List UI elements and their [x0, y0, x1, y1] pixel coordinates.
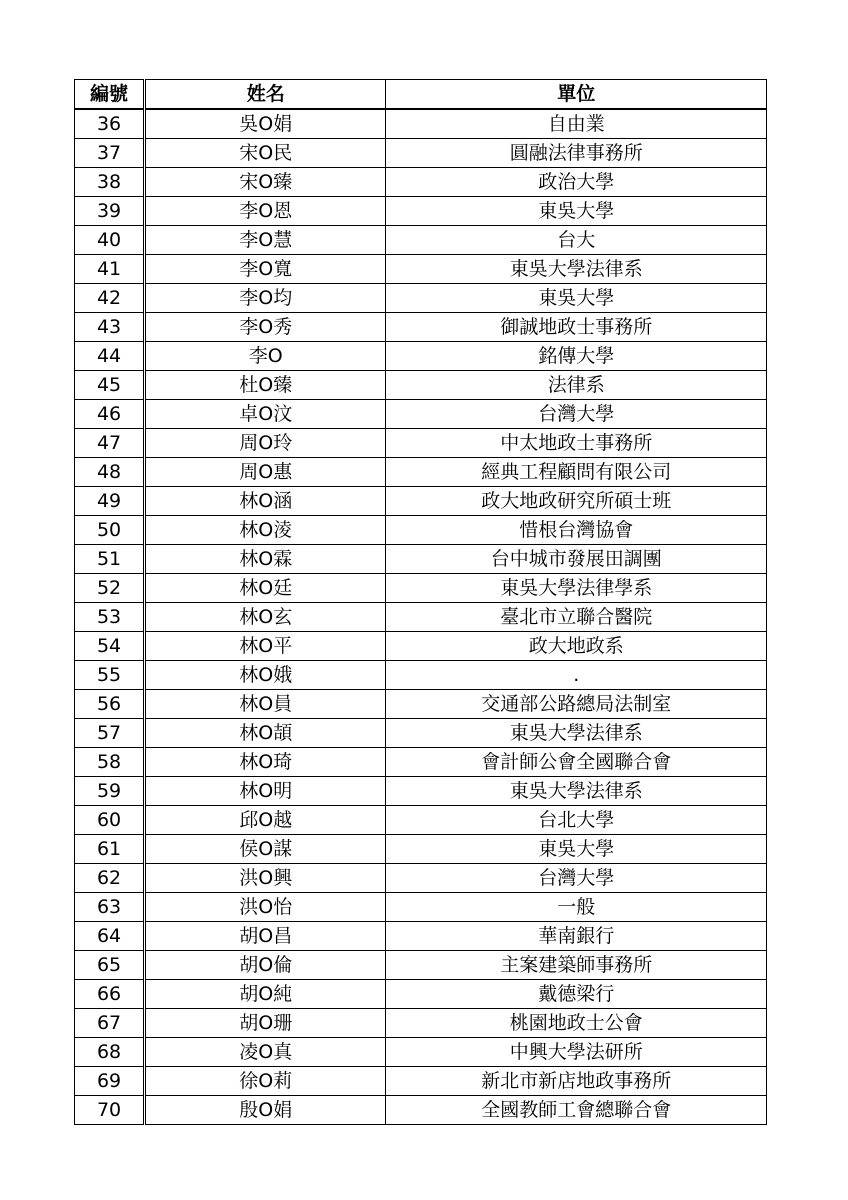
- table-row: [75, 313, 767, 342]
- row-name: 林O涵: [145, 487, 386, 516]
- table-row: [75, 574, 767, 603]
- row-number: 67: [75, 1009, 145, 1038]
- row-unit: 銘傳大學: [386, 342, 767, 371]
- row-name: 殷O娟: [145, 1096, 386, 1125]
- row-name: 洪O怡: [145, 893, 386, 922]
- table-row: [75, 777, 767, 806]
- row-name: 杜O臻: [145, 371, 386, 400]
- row-name: 李O寬: [145, 255, 386, 284]
- row-name: 李O恩: [145, 197, 386, 226]
- row-number: 66: [75, 980, 145, 1009]
- roster-table: [74, 79, 767, 1125]
- row-number: 39: [75, 197, 145, 226]
- table-row: [75, 1096, 767, 1125]
- table-row: [75, 603, 767, 632]
- table-row: [75, 690, 767, 719]
- table-row: [75, 400, 767, 429]
- table-row: [75, 1067, 767, 1096]
- row-number: 57: [75, 719, 145, 748]
- row-unit: 東吳大學法律系: [386, 719, 767, 748]
- table-row: [75, 864, 767, 893]
- row-unit: 台灣大學: [386, 864, 767, 893]
- row-number: 53: [75, 603, 145, 632]
- table-row: [75, 1009, 767, 1038]
- row-number: 51: [75, 545, 145, 574]
- table-row: [75, 516, 767, 545]
- row-number: 58: [75, 748, 145, 777]
- row-unit: 御誠地政士事務所: [386, 313, 767, 342]
- table-row: [75, 487, 767, 516]
- row-number: 48: [75, 458, 145, 487]
- row-number: 36: [75, 109, 145, 139]
- row-name: 徐O莉: [145, 1067, 386, 1096]
- row-unit: 主案建築師事務所: [386, 951, 767, 980]
- table-row: [75, 980, 767, 1009]
- row-name: 李O秀: [145, 313, 386, 342]
- row-number: 44: [75, 342, 145, 371]
- row-number: 49: [75, 487, 145, 516]
- row-name: 宋O臻: [145, 168, 386, 197]
- row-name: 林O淩: [145, 516, 386, 545]
- header-unit: 單位: [386, 80, 767, 110]
- row-name: 胡O昌: [145, 922, 386, 951]
- row-unit: 台北大學: [386, 806, 767, 835]
- table-row: [75, 458, 767, 487]
- row-number: 43: [75, 313, 145, 342]
- table-row: [75, 893, 767, 922]
- row-name: 周O玲: [145, 429, 386, 458]
- table-row: [75, 748, 767, 777]
- header-number: 編號: [75, 80, 145, 110]
- row-unit: 政大地政系: [386, 632, 767, 661]
- row-unit: 桃園地政士公會: [386, 1009, 767, 1038]
- row-name: 邱O越: [145, 806, 386, 835]
- row-unit: 東吳大學法律學系: [386, 574, 767, 603]
- row-number: 59: [75, 777, 145, 806]
- row-name: 洪O興: [145, 864, 386, 893]
- table-row: [75, 719, 767, 748]
- row-name: 林O頡: [145, 719, 386, 748]
- row-number: 60: [75, 806, 145, 835]
- row-unit: 自由業: [386, 109, 767, 139]
- table-row: [75, 109, 767, 139]
- row-number: 55: [75, 661, 145, 690]
- row-number: 61: [75, 835, 145, 864]
- row-number: 42: [75, 284, 145, 313]
- row-number: 70: [75, 1096, 145, 1125]
- row-unit: .: [386, 661, 767, 690]
- row-unit: 全國教師工會總聯合會: [386, 1096, 767, 1125]
- row-unit: 戴德梁行: [386, 980, 767, 1009]
- row-unit: 台灣大學: [386, 400, 767, 429]
- table-row: [75, 922, 767, 951]
- row-name: 胡O珊: [145, 1009, 386, 1038]
- row-name: 李O: [145, 342, 386, 371]
- table-row: [75, 168, 767, 197]
- row-name: 周O惠: [145, 458, 386, 487]
- table-row: [75, 342, 767, 371]
- row-unit: 東吳大學: [386, 197, 767, 226]
- row-name: 吳O娟: [145, 109, 386, 139]
- row-unit: 法律系: [386, 371, 767, 400]
- row-name: 林O霖: [145, 545, 386, 574]
- row-number: 62: [75, 864, 145, 893]
- row-name: 林O明: [145, 777, 386, 806]
- row-name: 林O廷: [145, 574, 386, 603]
- table-row: [75, 255, 767, 284]
- table-row: [75, 284, 767, 313]
- row-unit: 圓融法律事務所: [386, 139, 767, 168]
- row-unit: 政大地政研究所碩士班: [386, 487, 767, 516]
- row-unit: 交通部公路總局法制室: [386, 690, 767, 719]
- table-row: [75, 226, 767, 255]
- table-header-row: [75, 80, 767, 110]
- row-number: 56: [75, 690, 145, 719]
- row-number: 45: [75, 371, 145, 400]
- row-unit: 東吳大學: [386, 835, 767, 864]
- row-name: 林O員: [145, 690, 386, 719]
- row-number: 41: [75, 255, 145, 284]
- row-number: 68: [75, 1038, 145, 1067]
- row-unit: 東吳大學: [386, 284, 767, 313]
- row-unit: 中太地政士事務所: [386, 429, 767, 458]
- row-unit: 會計師公會全國聯合會: [386, 748, 767, 777]
- row-number: 64: [75, 922, 145, 951]
- row-number: 46: [75, 400, 145, 429]
- row-number: 37: [75, 139, 145, 168]
- row-name: 林O琦: [145, 748, 386, 777]
- row-name: 胡O倫: [145, 951, 386, 980]
- table-row: [75, 429, 767, 458]
- table-row: [75, 371, 767, 400]
- row-name: 林O玄: [145, 603, 386, 632]
- row-number: 54: [75, 632, 145, 661]
- row-unit: 東吳大學法律系: [386, 255, 767, 284]
- row-unit: 經典工程顧問有限公司: [386, 458, 767, 487]
- row-number: 65: [75, 951, 145, 980]
- row-name: 凌O真: [145, 1038, 386, 1067]
- row-number: 52: [75, 574, 145, 603]
- header-name: 姓名: [145, 80, 386, 110]
- row-number: 50: [75, 516, 145, 545]
- table-row: [75, 835, 767, 864]
- row-unit: 惜根台灣協會: [386, 516, 767, 545]
- row-unit: 新北市新店地政事務所: [386, 1067, 767, 1096]
- row-name: 林O平: [145, 632, 386, 661]
- row-name: 宋O民: [145, 139, 386, 168]
- row-name: 林O娥: [145, 661, 386, 690]
- row-number: 47: [75, 429, 145, 458]
- row-unit: 政治大學: [386, 168, 767, 197]
- table-row: [75, 139, 767, 168]
- table-body: [75, 109, 767, 1125]
- table-row: [75, 545, 767, 574]
- row-number: 38: [75, 168, 145, 197]
- row-number: 69: [75, 1067, 145, 1096]
- row-name: 李O均: [145, 284, 386, 313]
- row-unit: 東吳大學法律系: [386, 777, 767, 806]
- row-number: 63: [75, 893, 145, 922]
- row-unit: 中興大學法研所: [386, 1038, 767, 1067]
- table-row: [75, 806, 767, 835]
- row-unit: 華南銀行: [386, 922, 767, 951]
- row-name: 胡O純: [145, 980, 386, 1009]
- row-number: 40: [75, 226, 145, 255]
- row-unit: 一般: [386, 893, 767, 922]
- table-row: [75, 632, 767, 661]
- row-unit: 臺北市立聯合醫院: [386, 603, 767, 632]
- table-row: [75, 1038, 767, 1067]
- row-unit: 台中城市發展田調團: [386, 545, 767, 574]
- table-row: [75, 661, 767, 690]
- row-name: 卓O汶: [145, 400, 386, 429]
- table-row: [75, 197, 767, 226]
- table-row: [75, 951, 767, 980]
- row-unit: 台大: [386, 226, 767, 255]
- row-name: 侯O謀: [145, 835, 386, 864]
- row-name: 李O慧: [145, 226, 386, 255]
